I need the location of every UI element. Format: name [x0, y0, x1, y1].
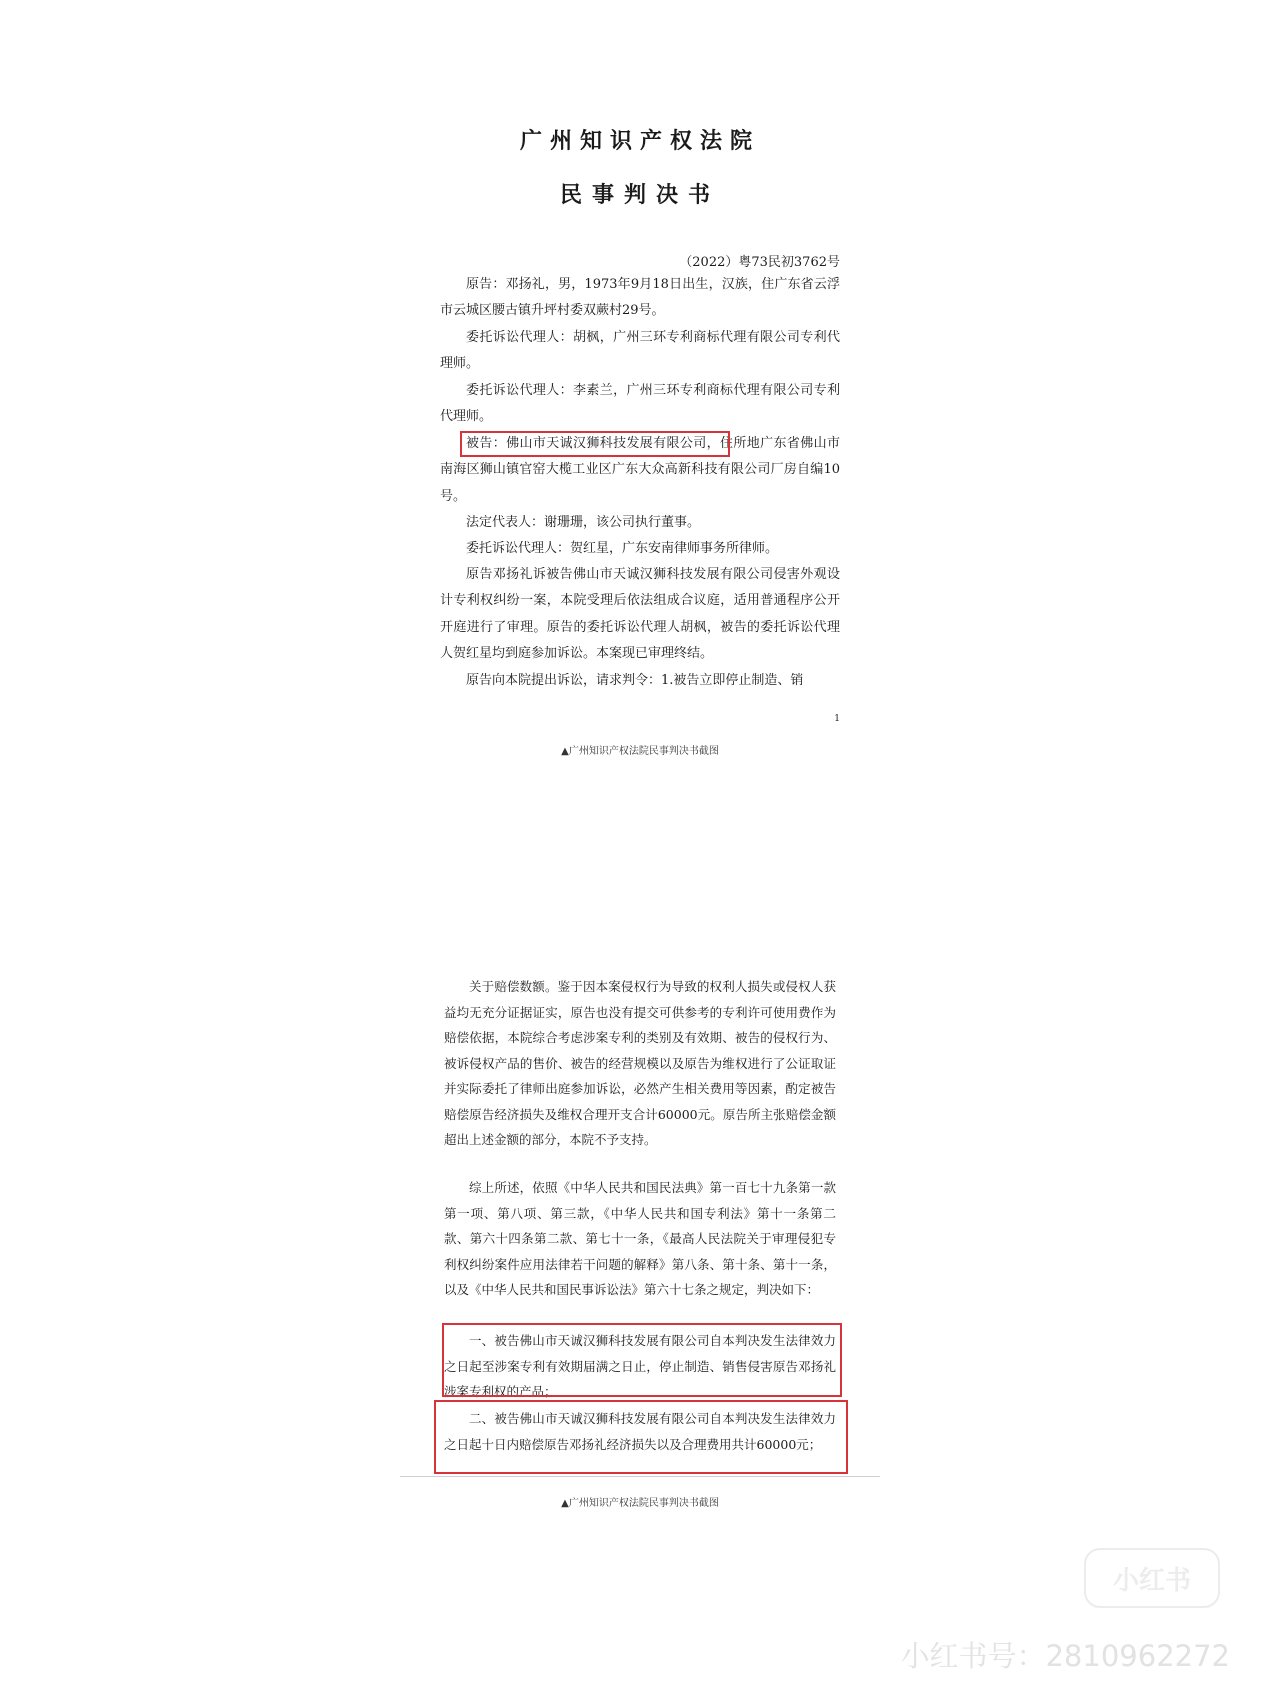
case-number: （2022）粤73民初3762号 — [679, 255, 840, 270]
screenshot-caption-1: ▲广州知识产权法院民事判决书截图 — [561, 746, 719, 757]
judgment-item-2-highlight-box — [434, 1400, 848, 1474]
section-divider — [400, 1476, 880, 1477]
legal-basis-paragraph: 综上所述，依照《中华人民共和国民法典》第一百七十九条第一款第一项、第八项、第三款，《中华人民共和国专利法》第十一条第二款、第六十四条第二款、第七十一条，《最高人民法院关于审理侵犯专利权纠纷案件应用法律若干问题的解释》第八条、第十条、第十一条，以及《中华人民共和国民事诉讼法》第六十七条之规定，判决如下： — [444, 1180, 836, 1297]
page-number: 1 — [834, 714, 840, 724]
judgment-item-2: 二、被告佛山市天诚汉狮科技发展有限公司自本判决发生法律效力之日起十日内赔偿原告邓扬礼经济损失以及合理费用共计60000元； — [444, 1411, 836, 1452]
court-name: 广州知识产权法院 — [519, 128, 760, 154]
defendant-agent-paragraph: 委托诉讼代理人：贺红星，广东安南律师事务所律师。 — [466, 541, 779, 556]
xiaohongshu-logo-watermark: 小红书 — [1084, 1548, 1220, 1608]
judgment-item-1: 一、被告佛山市天诚汉狮科技发展有限公司自本判决发生法律效力之日起至涉案专利有效期届满之日止，停止制造、销售侵害原告邓扬礼涉案专利权的产品； — [444, 1333, 836, 1399]
claims-paragraph: 原告向本院提出诉讼，请求判令：1.被告立即停止制造、销 — [466, 673, 804, 688]
plaintiff-agent-2-paragraph: 委托诉讼代理人：李素兰，广州三环专利商标代理有限公司专利代理师。 — [440, 383, 840, 425]
legal-representative-paragraph: 法定代表人：谢珊珊，该公司执行董事。 — [466, 515, 701, 530]
case-summary-paragraph: 原告邓扬礼诉被告佛山市天诚汉狮科技发展有限公司侵害外观设计专利权纠纷一案，本院受理后依法组成合议庭，适用普通程序公开开庭进行了审理。原告的委托诉讼代理人胡枫，被告的委托诉讼代理人贺红星均到庭参加诉讼。本案现已审理终结。 — [440, 567, 840, 662]
plaintiff-agent-1-paragraph: 委托诉讼代理人：胡枫，广州三环专利商标代理有限公司专利代理师。 — [440, 330, 840, 372]
compensation-paragraph: 关于赔偿数额。鉴于因本案侵权行为导致的权利人损失或侵权人获益均无充分证据证实，原告也没有提交可供参考的专利许可使用费作为赔偿依据，本院综合考虑涉案专利的类别及有效期、被告的侵权行为、被诉侵权产品的售价、被告的经营规模以及原告为维权进行了公证取证并实际委托了律师出庭参加诉讼，必然产生相关费用等因素，酌定被告赔偿原告经济损失及维权合理开支合计60000元。原告所主张赔偿金额超出上述金额的部分，本院不予支持。 — [444, 979, 836, 1147]
screenshot-caption-2: ▲广州知识产权法院民事判决书截图 — [561, 1498, 719, 1509]
defendant-highlight-box — [460, 431, 730, 457]
defendant-paragraph: 被告：佛山市天诚汉狮科技发展有限公司，住所地广东省佛山市南海区狮山镇官窑大榄工业区广东大众高新科技有限公司厂房自编10号。 — [440, 436, 840, 504]
account-id-watermark: 小红书号：2810962272 — [900, 1639, 1230, 1673]
plaintiff-paragraph: 原告：邓扬礼，男，1973年9月18日出生，汉族，住广东省云浮市云城区腰古镇升坪村委双蕨村29号。 — [440, 277, 840, 319]
document-type-title: 民事判决书 — [559, 182, 720, 208]
judgment-item-1-highlight-box — [442, 1323, 842, 1397]
